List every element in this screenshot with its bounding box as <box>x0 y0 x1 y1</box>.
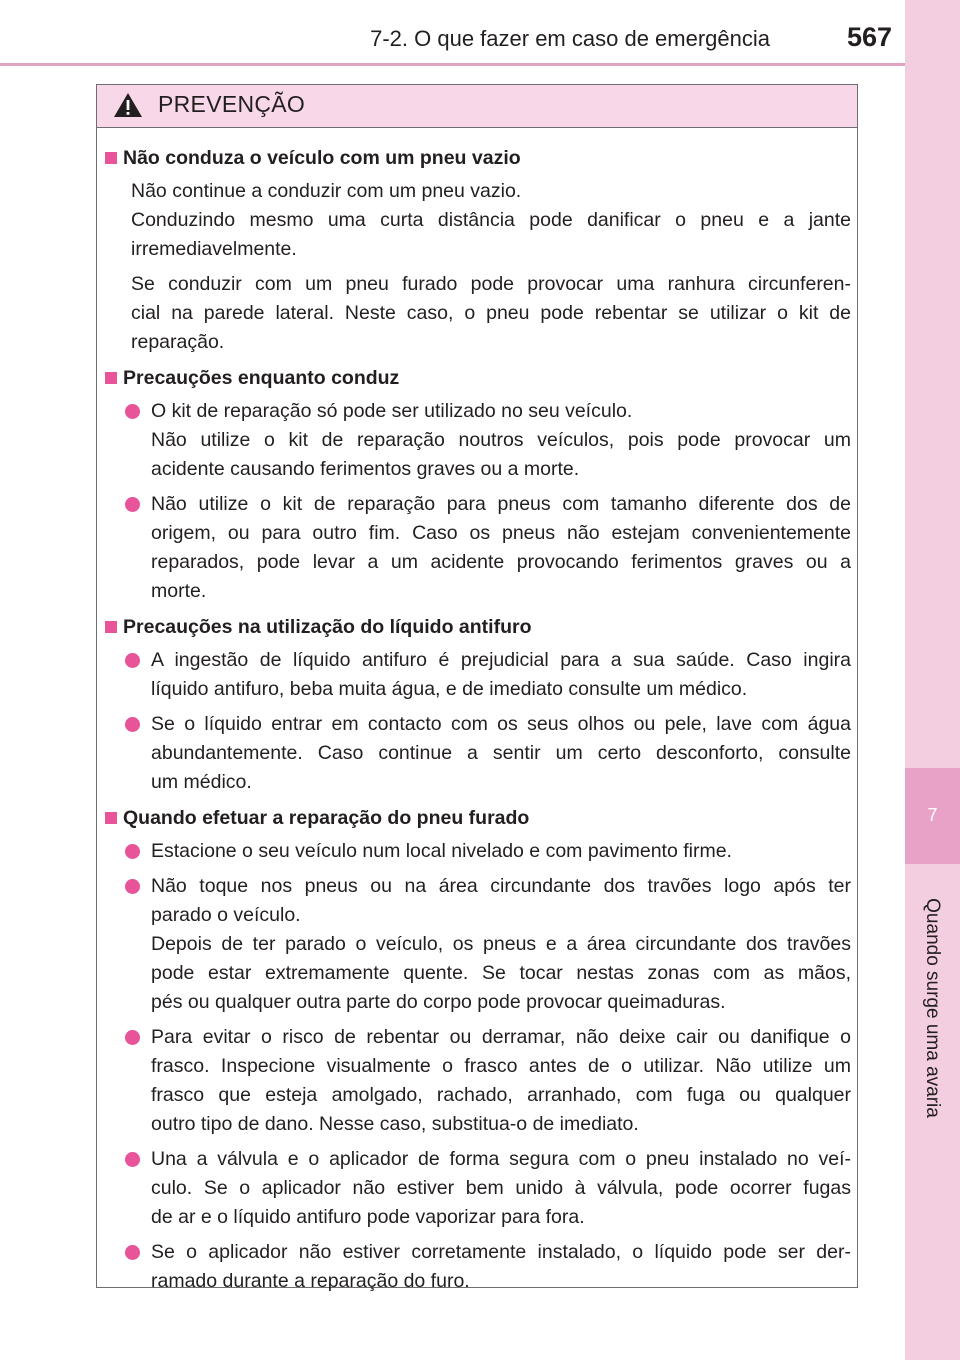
text-line: de ar e o líquido antifuro pode vaporizar para fora. <box>151 1206 585 1228</box>
text-line: cial na parede lateral. Neste caso, o pneu pode rebentar se utilizar o kit de <box>131 302 851 324</box>
section-heading <box>105 612 851 642</box>
text-line: líquido antifuro, beba muita água, e de imediato consulte um médico. <box>151 678 748 700</box>
section-heading-text: Quando efetuar a reparação do pneu furado <box>123 807 530 829</box>
bullet-item <box>151 710 851 797</box>
text-line: Não utilize o kit de reparação para pneus com tamanho diferente dos de <box>151 493 851 515</box>
circle-bullet-icon <box>125 497 140 512</box>
text-line: irremediavelmente. <box>131 238 297 260</box>
text-line: Conduzindo mesmo uma curta distância pode danificar o pneu e a jante <box>131 209 851 231</box>
text-line: abundantemente. Caso continue a sentir um certo desconforto, consulte <box>151 742 851 764</box>
bullet-item <box>151 1023 851 1139</box>
warning-title: PREVENÇÃO <box>158 91 306 117</box>
section-heading-text: Precauções na utilização do líquido antifuro <box>123 616 532 638</box>
warning-box <box>96 84 858 1292</box>
circle-bullet-icon <box>125 879 140 894</box>
section-heading <box>105 803 851 833</box>
text-line: Una a válvula e o aplicador de forma segura com o pneu instalado no veí- <box>151 1148 851 1170</box>
bullet-item <box>151 397 851 484</box>
text-line: outro tipo de dano. Nesse caso, substitua-o de imediato. <box>151 1113 639 1135</box>
text-line: Não continue a conduzir com um pneu vazio. <box>131 180 522 202</box>
text-line: Não toque nos pneus ou na área circundante dos travões logo após ter <box>151 875 851 897</box>
circle-bullet-icon <box>125 653 140 668</box>
text-line: A ingestão de líquido antifuro é prejudicial para a sua saúde. Caso ingira <box>151 649 851 671</box>
section-heading-text: Não conduza o veículo com um pneu vazio <box>123 147 521 169</box>
circle-bullet-icon <box>125 1245 140 1260</box>
section-title: 7-2. O que fazer em caso de emergência <box>370 26 770 51</box>
chapter-number: 7 <box>927 805 938 825</box>
circle-bullet-icon <box>125 1030 140 1045</box>
text-line: pés ou qualquer outra parte do corpo pode provocar queimaduras. <box>151 991 726 1013</box>
paragraph <box>131 177 851 264</box>
text-line: Estacione o seu veículo num local nivelado e com pavimento firme. <box>151 840 732 862</box>
side-tab <box>905 0 960 1360</box>
text-line: culo. Se o aplicador não estiver bem unido à válvula, pode ocorrer fugas <box>151 1177 851 1199</box>
text-line: reparação. <box>131 331 225 353</box>
text-line: Se conduzir com um pneu furado pode provocar uma ranhura circunferen- <box>131 273 851 295</box>
text-line: Se o líquido entrar em contacto com os seus olhos ou pele, lave com água <box>151 713 851 735</box>
warning-content <box>97 143 857 1302</box>
text-line: Se o aplicador não estiver corretamente instalado, o líquido pode ser der- <box>151 1241 851 1263</box>
text-line: reparados, pode levar a um acidente provocando ferimentos graves ou a <box>151 551 851 573</box>
text-line: pode estar extremamente quente. Se tocar nestas zonas com as mãos, <box>151 962 851 984</box>
paragraph <box>131 270 851 357</box>
text-line: morte. <box>151 580 207 602</box>
bullet-item <box>151 490 851 606</box>
square-bullet-icon <box>105 812 117 824</box>
text-line: O kit de reparação só pode ser utilizado no seu veículo. <box>151 400 633 422</box>
warning-header <box>97 85 857 128</box>
bullet-item <box>151 1145 851 1232</box>
circle-bullet-icon <box>125 717 140 732</box>
text-line: parado o veículo. <box>151 904 301 926</box>
text-line: frasco que esteja amolgado, rachado, arranhado, com fuga ou qualquer <box>151 1084 851 1106</box>
text-line: ramado durante a reparação do furo. <box>151 1270 470 1292</box>
square-bullet-icon <box>105 621 117 633</box>
text-line: Depois de ter parado o veículo, os pneus e a área circundante dos travões <box>151 933 851 955</box>
text-line: Para evitar o risco de rebentar ou derramar, não deixe cair ou danifique o <box>151 1026 851 1048</box>
bullet-item <box>151 872 851 1017</box>
section-heading-text: Precauções enquanto conduz <box>123 367 400 389</box>
circle-bullet-icon <box>125 1152 140 1167</box>
circle-bullet-icon <box>125 844 140 859</box>
text-line: acidente causando ferimentos graves ou a morte. <box>151 458 580 480</box>
text-line: frasco. Inspecione visualmente o frasco antes de o utilizar. Não utilize um <box>151 1055 851 1077</box>
bullet-item <box>151 1238 851 1296</box>
text-line: um médico. <box>151 771 252 793</box>
text-line: origem, ou para outro fim. Caso os pneus não estejam convenientemente <box>151 522 851 544</box>
page-number: 567 <box>846 22 892 52</box>
circle-bullet-icon <box>125 404 140 419</box>
section-heading <box>105 363 851 393</box>
warning-triangle-icon <box>113 92 143 118</box>
square-bullet-icon <box>105 152 117 164</box>
text-line: Não utilize o kit de reparação noutros veículos, pois pode provocar um <box>151 429 851 451</box>
bullet-item <box>151 837 851 866</box>
square-bullet-icon <box>105 372 117 384</box>
header-rule <box>0 63 905 66</box>
section-heading <box>105 143 851 173</box>
chapter-title: Quando surge uma avaria <box>922 898 943 1118</box>
bullet-item <box>151 646 851 704</box>
